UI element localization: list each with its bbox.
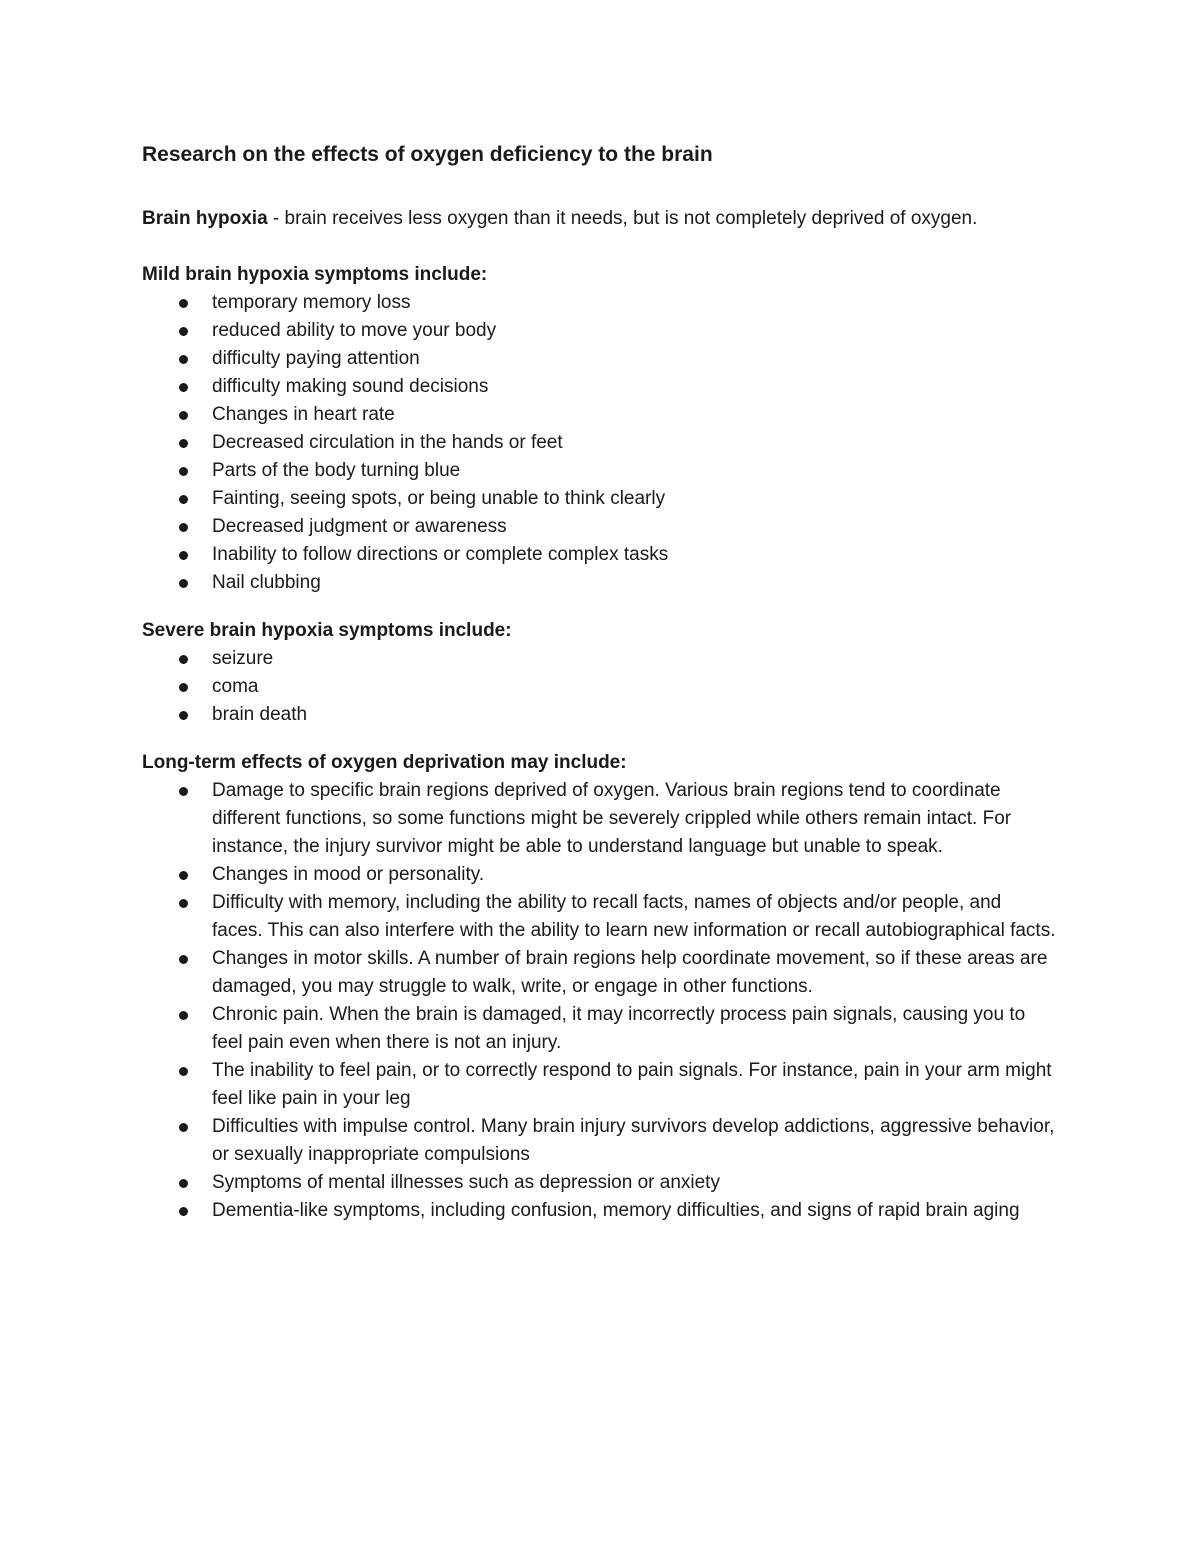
bullet-icon	[179, 1207, 188, 1216]
bullet-icon	[179, 1179, 188, 1188]
bullet-icon	[179, 1067, 188, 1076]
list-item: Inability to follow directions or complete complex tasks	[142, 541, 1057, 569]
bullet-icon	[179, 523, 188, 532]
document-page	[142, 140, 1057, 1225]
list-item: Fainting, seeing spots, or being unable to think clearly	[142, 485, 1057, 513]
list-item: brain death	[142, 701, 1057, 729]
list-item: seizure	[142, 645, 1057, 673]
list-item: The inability to feel pain, or to correctly respond to pain signals. For instance, pain in your arm might feel like pain in your leg	[142, 1057, 1057, 1113]
list-item: Chronic pain. When the brain is damaged, it may incorrectly process pain signals, causing you to feel pain even when there is not an injury.	[142, 1001, 1057, 1057]
list-item: Changes in motor skills. A number of brain regions help coordinate movement, so if these areas are damaged, you may struggle to walk, write, or engage in other functions.	[142, 945, 1057, 1001]
list-item: Dementia-like symptoms, including confusion, memory difficulties, and signs of rapid brain aging	[142, 1197, 1057, 1225]
bullet-icon	[179, 899, 188, 908]
section-spacer	[142, 597, 1057, 617]
list-item: Damage to specific brain regions deprived of oxygen. Various brain regions tend to coordinate different functions, so some functions might be severely crippled while others remain intact. For instance, the injury survivor might be able to understand language but unable to speak.	[142, 777, 1057, 861]
bullet-icon	[179, 495, 188, 504]
list-item: Changes in mood or personality.	[142, 861, 1057, 889]
list-item: reduced ability to move your body	[142, 317, 1057, 345]
severe-symptoms-heading: Severe brain hypoxia symptoms include:	[142, 620, 512, 641]
document-title: Research on the effects of oxygen deficiency to the brain	[142, 143, 713, 166]
long-term-effects-heading: Long-term effects of oxygen deprivation may include:	[142, 752, 627, 773]
bullet-icon	[179, 711, 188, 720]
bullet-icon	[179, 467, 188, 476]
bullet-icon	[179, 383, 188, 392]
list-item: Difficulties with impulse control. Many brain injury survivors develop addictions, aggressive behavior, or sexually inappropriate compulsions	[142, 1113, 1057, 1169]
bullet-icon	[179, 683, 188, 692]
list-item: difficulty paying attention	[142, 345, 1057, 373]
list-item: difficulty making sound decisions	[142, 373, 1057, 401]
bullet-icon	[179, 327, 188, 336]
bullet-icon	[179, 439, 188, 448]
list-item: Nail clubbing	[142, 569, 1057, 597]
bullet-icon	[179, 655, 188, 664]
definition-paragraph	[142, 205, 1057, 233]
mild-symptoms-list	[142, 289, 1057, 597]
long-term-effects-list	[142, 777, 1057, 1225]
mild-symptoms-heading: Mild brain hypoxia symptoms include:	[142, 264, 488, 285]
list-item: temporary memory loss	[142, 289, 1057, 317]
bullet-icon	[179, 579, 188, 588]
definition-term: Brain hypoxia	[142, 208, 268, 229]
bullet-icon	[179, 299, 188, 308]
bullet-icon	[179, 955, 188, 964]
bullet-icon	[179, 1011, 188, 1020]
list-item: Parts of the body turning blue	[142, 457, 1057, 485]
bullet-icon	[179, 871, 188, 880]
bullet-icon	[179, 1123, 188, 1132]
severe-symptoms-list	[142, 645, 1057, 729]
bullet-icon	[179, 355, 188, 364]
list-item: coma	[142, 673, 1057, 701]
list-item: Difficulty with memory, including the ability to recall facts, names of objects and/or people, and faces. This can also interfere with the ability to learn new information or recall autobiographical facts.	[142, 889, 1057, 945]
bullet-icon	[179, 411, 188, 420]
list-item: Changes in heart rate	[142, 401, 1057, 429]
list-item: Symptoms of mental illnesses such as depression or anxiety	[142, 1169, 1057, 1197]
definition-text: - brain receives less oxygen than it needs, but is not completely deprived of oxygen.	[267, 208, 978, 229]
bullet-icon	[179, 551, 188, 560]
list-item: Decreased circulation in the hands or feet	[142, 429, 1057, 457]
bullet-icon	[179, 787, 188, 796]
list-item: Decreased judgment or awareness	[142, 513, 1057, 541]
section-spacer	[142, 729, 1057, 749]
